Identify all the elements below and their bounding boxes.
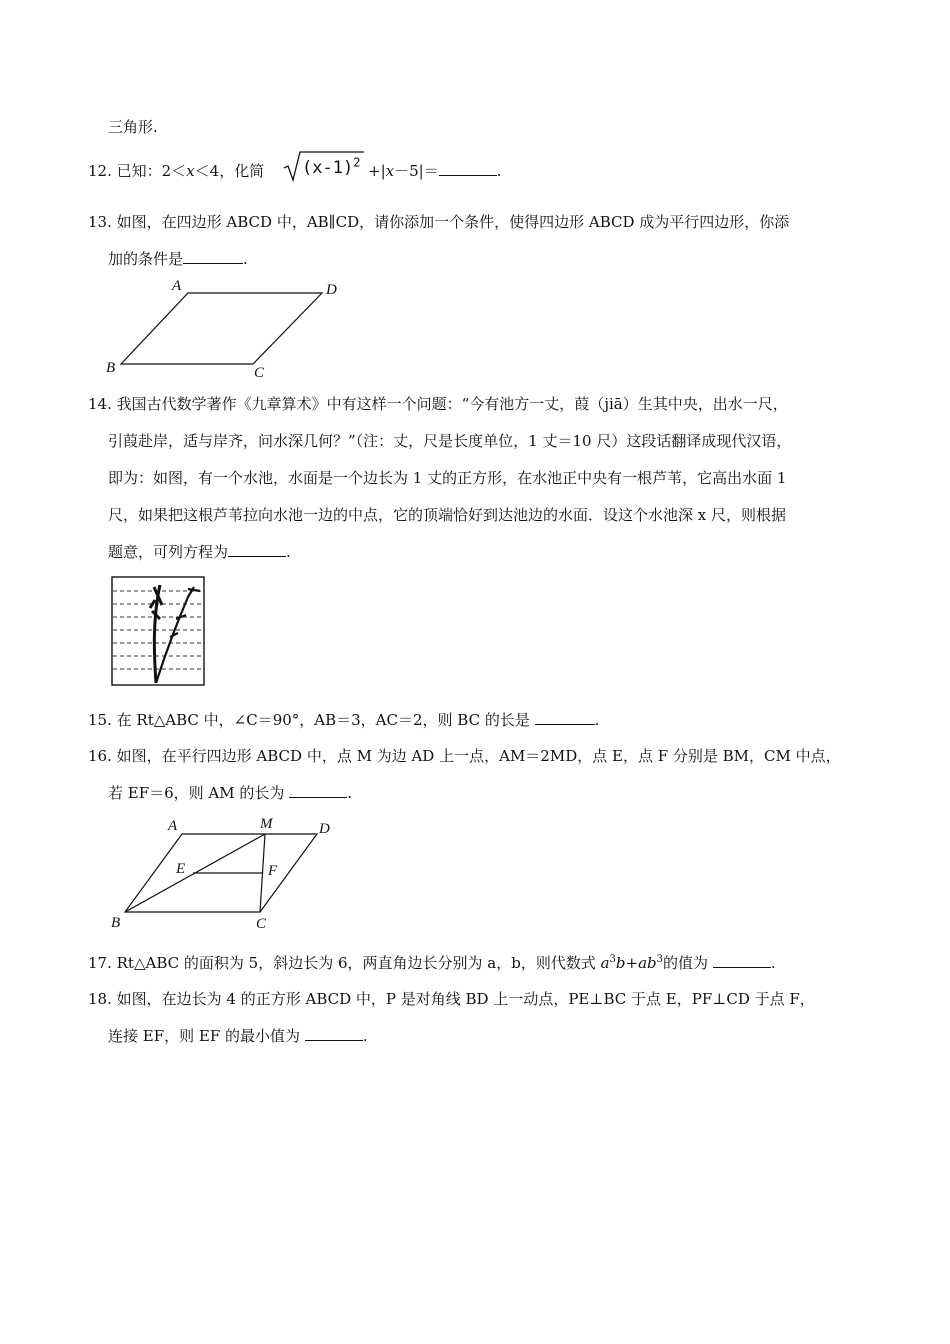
q13-end: . xyxy=(243,250,248,268)
q16-label-b: B xyxy=(111,915,121,931)
q11-tail: 三角形. xyxy=(108,118,158,136)
q13-label-b: B xyxy=(106,360,116,376)
q13-label-d: D xyxy=(326,282,337,298)
q18-end: . xyxy=(362,1027,368,1045)
q14-line2: 引葭赴岸，适与岸齐，问水深几何？”（注：丈，尺是长度单位，1 丈＝10 尺）这段话翻译成现代汉语， xyxy=(108,432,792,450)
q14-line5: 题意，可列方程为 xyxy=(108,543,229,561)
sqrt-sign xyxy=(284,150,304,182)
q18-number: 18. xyxy=(88,990,112,1008)
q16-label-e: E xyxy=(176,861,186,877)
q12-abs-post: －5|＝ xyxy=(394,162,439,180)
q14-line4: 尺，如果把这根芦苇拉向水池一边的中点，它的顶端恰好到达池边的水面．设这个水池深 x 尺，则根据 xyxy=(108,506,787,524)
q13-line2-wrap xyxy=(108,249,248,269)
q12-abs xyxy=(368,161,501,181)
q17-pre: Rt△ABC 的面积为 5，斜边长为 6，两直角边长分别为 a，b，则代数式 xyxy=(116,954,601,972)
q14-line1: 我国古代数学著作《九章算术》中有这样一个问题：“今有池方一丈，葭（jiā）生其中央，出水一尺， xyxy=(116,395,788,413)
q12-number: 12. xyxy=(88,162,112,180)
q12-abs-pre: +| xyxy=(368,162,386,180)
q15-text: 在 Rt△ABC 中，∠C＝90°，AB＝3，AC＝2，则 BC 的长是 xyxy=(116,711,530,729)
q18-answer-blank[interactable] xyxy=(305,1026,363,1041)
q14-line3: 即为：如图，有一个水池，水面是一个边长为 1 丈的正方形，在水池正中央有一根芦苇，它高出水面 1 xyxy=(108,469,787,487)
q17-sup1: 3 xyxy=(609,954,616,965)
q14-pond-reed-figure xyxy=(110,575,206,687)
q16-parallelogram-figure xyxy=(108,814,348,932)
q18-line2: 连接 EF，则 EF 的最小值为 xyxy=(108,1027,301,1045)
question-13 xyxy=(88,212,789,232)
q16-line1: 如图，在平行四边形 ABCD 中，点 M 为边 AD 上一点，AM＝2MD，点 E，点 F 分别是 BM，CM 中点， xyxy=(116,747,841,765)
q17-sup2: 3 xyxy=(656,954,664,965)
q16-line2-wrap xyxy=(108,783,352,803)
q12-pre: 已知：2＜ xyxy=(116,162,187,180)
q16-label-c: C xyxy=(256,916,267,932)
q16-label-a: A xyxy=(168,818,178,834)
q12-radicand-text: (x-1) xyxy=(302,158,354,178)
q12-radicand xyxy=(302,155,361,178)
q14-number: 14. xyxy=(88,395,112,413)
q16-end: . xyxy=(347,784,352,802)
q12-end: . xyxy=(496,162,502,180)
question-15 xyxy=(88,710,599,730)
q17-number: 17. xyxy=(88,954,112,972)
question-16 xyxy=(88,746,841,766)
q15-end: . xyxy=(594,711,600,729)
q14-line5-wrap xyxy=(108,542,291,562)
q13-number: 13. xyxy=(88,213,112,231)
q18-line2-wrap xyxy=(108,1026,368,1046)
q12-mid: ＜4，化简 xyxy=(194,162,265,180)
q13-parallelogram-figure xyxy=(100,276,360,384)
q17-end: . xyxy=(770,954,776,972)
q13-parallelogram xyxy=(121,293,322,364)
q12-var-x: x xyxy=(186,162,195,180)
question-17 xyxy=(88,953,776,973)
q14-end: . xyxy=(286,543,291,561)
q13-label-a: A xyxy=(172,278,182,294)
q12-abs-var: x xyxy=(385,162,395,180)
q16-number: 16. xyxy=(88,747,112,765)
q17-a: a xyxy=(600,954,610,972)
q15-number: 15. xyxy=(88,711,112,729)
question-14 xyxy=(88,394,788,414)
q13-line2: 加的条件是 xyxy=(108,250,184,268)
q16-answer-blank[interactable] xyxy=(289,783,347,798)
q16-label-m: M xyxy=(260,816,273,832)
question-18 xyxy=(88,989,815,1009)
q13-label-c: C xyxy=(254,365,265,381)
question-12 xyxy=(88,161,264,181)
q16-label-f: F xyxy=(268,863,278,879)
q15-answer-blank[interactable] xyxy=(535,710,595,725)
q13-line1: 如图，在四边形 ABCD 中，AB∥CD，请你添加一个条件，使得四边形 ABCD 成为平行四边形，你添 xyxy=(116,213,790,231)
q12-exponent: 2 xyxy=(353,155,361,170)
q13-answer-blank[interactable] xyxy=(183,249,243,264)
q16-label-d: D xyxy=(319,821,330,837)
q17-answer-blank[interactable] xyxy=(713,953,771,968)
q12-answer-blank[interactable] xyxy=(439,161,497,176)
q17-post: 的值为 xyxy=(663,954,709,972)
q14-answer-blank[interactable] xyxy=(228,542,286,557)
q18-line1: 如图，在边长为 4 的正方形 ABCD 中，P 是对角线 BD 上一动点，PE⊥BC 于点 E，PF⊥CD 于点 F， xyxy=(116,990,815,1008)
q16-line2: 若 EF＝6，则 AM 的长为 xyxy=(108,784,285,802)
q17-mid: b+ab xyxy=(615,954,657,972)
